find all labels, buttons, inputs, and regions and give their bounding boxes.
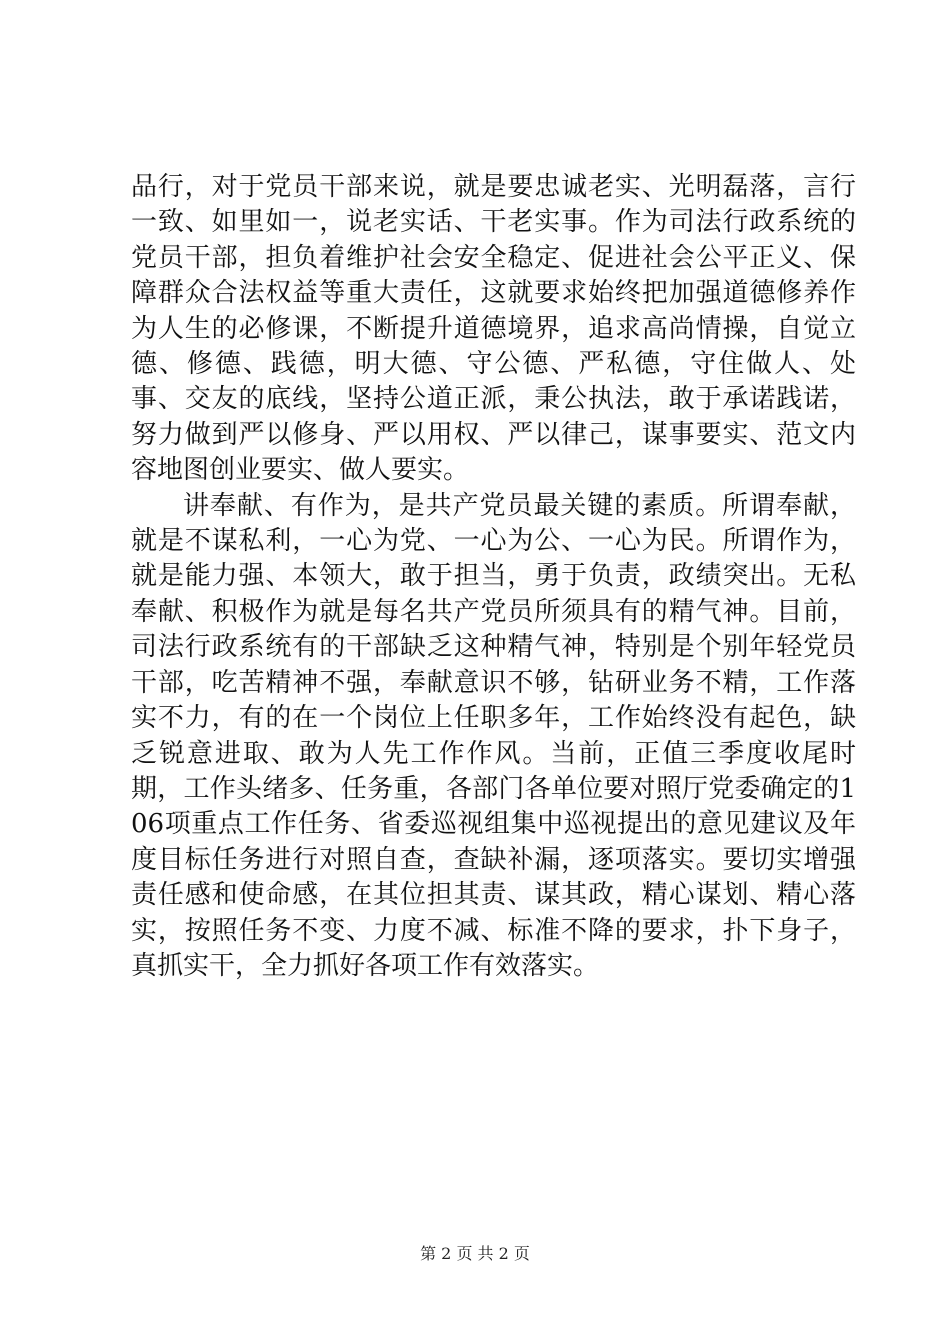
page-number-label: 第 2 页 共 2 页 — [420, 1244, 530, 1263]
paragraph-dedication: 讲奉献、有作为，是共产党员最关键的素质。所谓奉献，就是不谋私利，一心为党、一心为公、一心为民。所谓作为，就是能力强、本领大，敢于担当，勇于负责，政绩突出。无私奉献、积极作为就是每名共产党员所须具有的精气神。目前，司法行政系统有的干部缺乏这种精气神，特别是个别年轻党员干部，吃苦精神不强，奉献意识不够，钻研业务不精，工作落实不力，有的在一个岗位上任职多年，工作始终没有起色，缺乏锐意进取、敢为人先工作作风。当前，正值三季度收尾时期，工作头绪多、任务重，各部门各单位要对照厅党委确定的106项重点工作任务、省委巡视组集中巡视提出的意见建议及年度目标任务进行对照自查，查缺补漏，逐项落实。要切实增强责任感和使命感，在其位担其责、谋其政，精心谋划、精心落实，按照任务不变、力度不减、标准不降的要求，扑下身子，真抓实干，全力抓好各项工作有效落实。 — [131, 490, 856, 981]
page-footer — [0, 1244, 950, 1264]
paragraph-character: 品行，对于党员干部来说，就是要忠诚老实、光明磊落，言行一致、如里如一，说老实话、干老实事。作为司法行政系统的党员干部，担负着维护社会安全稳定、促进社会公平正义、保障群众合法权益等重大责任，这就要求始终把加强道德修养作为人生的必修课，不断提升道德境界，追求高尚情操，自觉立德、修德、践德，明大德、守公德、严私德，守住做人、处事、交友的底线，坚持公道正派，秉公执法，敢于承诺践诺，努力做到严以修身、严以用权、严以律己，谋事要实、范文内容地图创业要实、做人要实。 — [131, 172, 856, 486]
document-body — [131, 170, 856, 984]
